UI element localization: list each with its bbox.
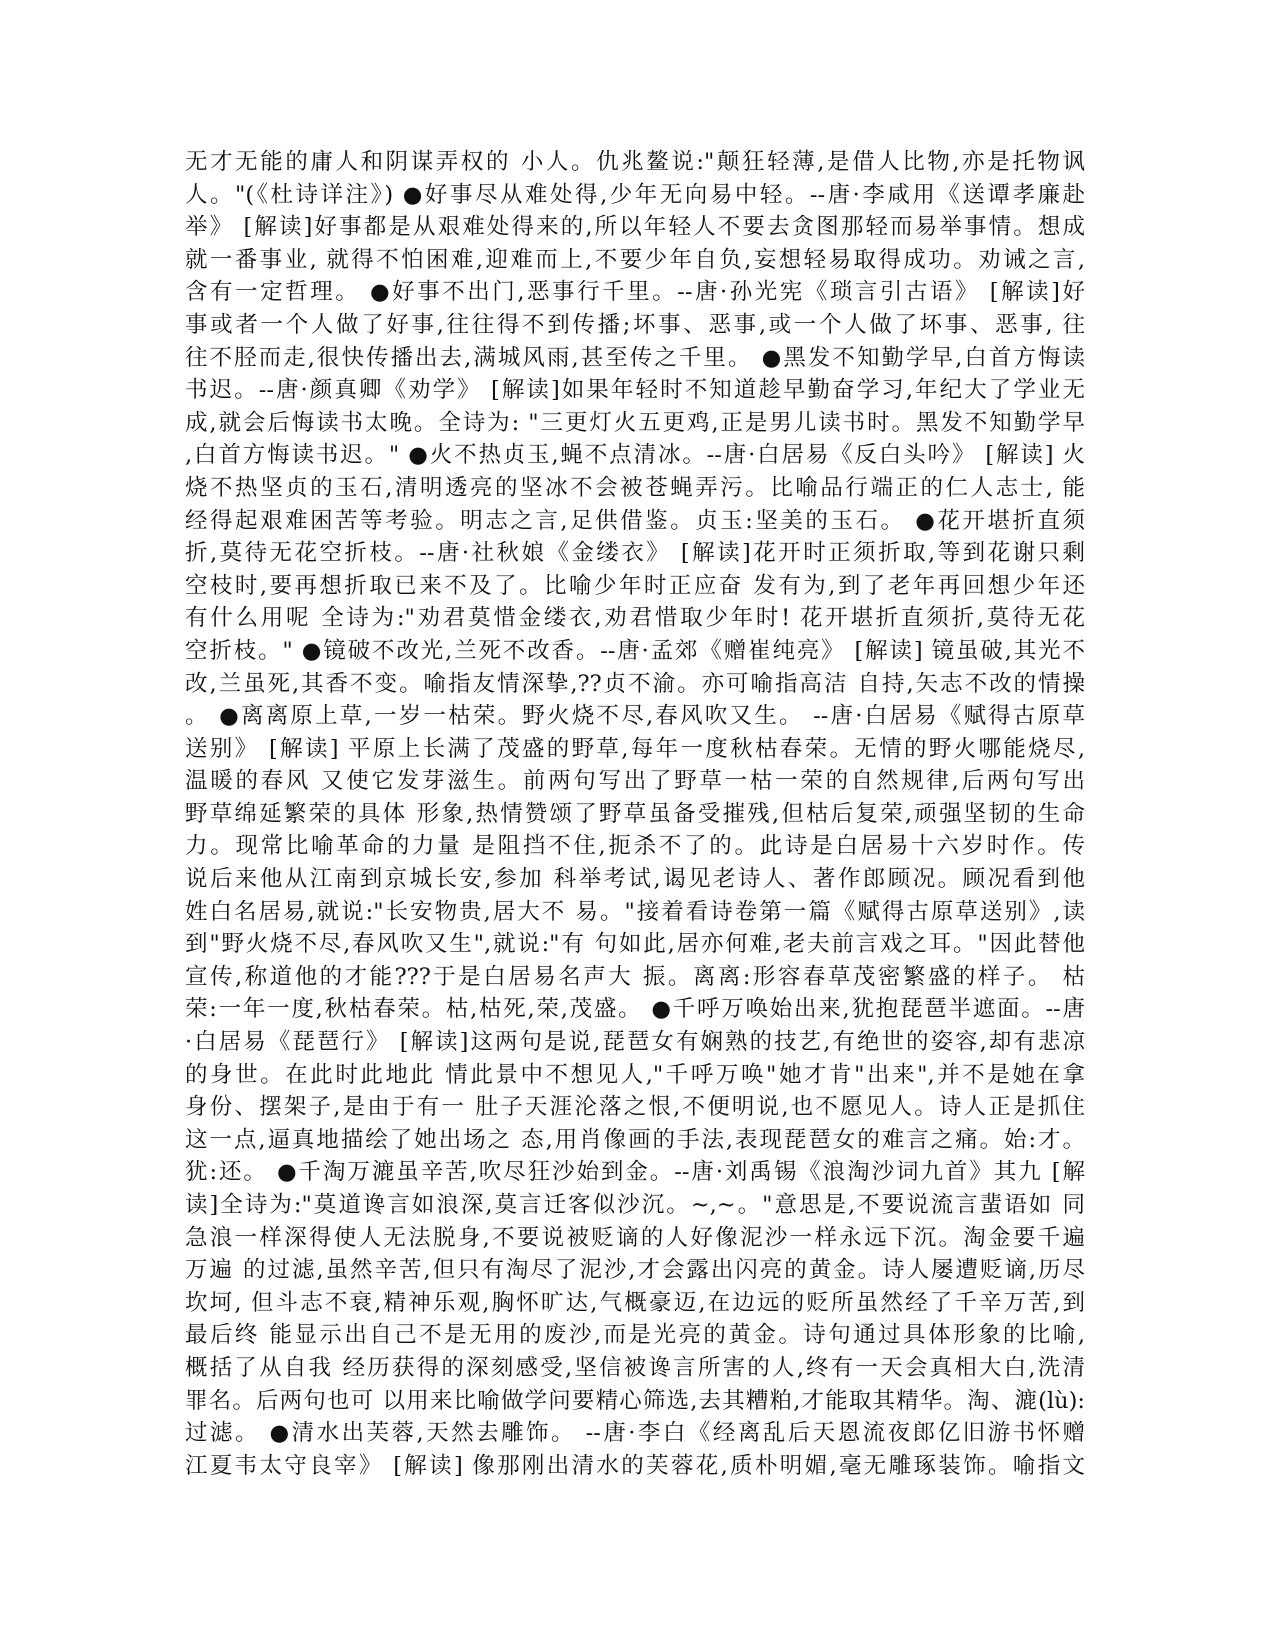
text-line: 坎坷, 但斗志不衰,精神乐观,胸怀旷达,气概豪迈,在边远的贬所虽然经了千辛万苦,到 [185, 1289, 1085, 1316]
text-line: 成,就会后悔读书太晚。全诗为: "三更灯火五更鸡,正是男儿读书时。黑发不知勤学早 [185, 409, 1085, 436]
text-line: 往不胫而走,很快传播出去,满城风雨,甚至传之千里。 ●黑发不知勤学早,白首方悔读 [185, 344, 1085, 371]
text-line: 烧不热坚贞的玉石,清明透亮的坚冰不会被苍蝇弄污。比喻品行端正的仁人志士, 能 [185, 474, 1085, 501]
text-line: ·白居易《琵琶行》 [解读]这两句是说,琵琶女有娴熟的技艺,有绝世的姿容,却有悲凉 [185, 1029, 1085, 1056]
text-line: 宣传,称道他的才能???于是白居易名声大 振。离离:形容春草茂密繁盛的样子。 枯 [185, 963, 1085, 990]
text-line: 书迟。--唐·颜真卿《劝学》 [解读]如果年轻时不知道趁早勤奋学习,年纪大了学业无 [185, 377, 1085, 404]
text-line: 力。现常比喻革命的力量 是阻挡不住,扼杀不了的。此诗是白居易十六岁时作。传 [185, 833, 1085, 860]
text-line: 有什么用呢 全诗为:"劝君莫惜金缕衣,劝君惜取少年时! 花开堪折直须折,莫待无花 [185, 605, 1085, 632]
document-page [185, 146, 1085, 1616]
text-line: 事或者一个人做了好事,往往得不到传播;坏事、恶事,或一个人做了坏事、恶事, 往 [185, 311, 1085, 338]
text-line: 空折枝。" ●镜破不改光,兰死不改香。--唐·孟郊《赠崔纯亮》 [解读] 镜虽破,其光不 [185, 637, 1085, 664]
body-text [185, 146, 1085, 1482]
text-line: 姓白名居易,就说:"长安物贵,居大不 易。"接着看诗卷第一篇《赋得古原草送别》,读 [185, 898, 1085, 925]
text-line: 人。"(《杜诗详注》) ●好事尽从难处得,少年无向易中轻。--唐·李咸用《送谭孝廉赴 [185, 181, 1085, 208]
text-line: 经得起艰难困苦等考验。明志之言,足供借鉴。贞玉:坚美的玉石。 ●花开堪折直须 [185, 507, 1085, 534]
text-line: 野草绵延繁荣的具体 形象,热情赞颂了野草虽备受摧残,但枯后复荣,顽强坚韧的生命 [185, 800, 1085, 827]
text-line: 无才无能的庸人和阴谋弄权的 小人。仇兆鳌说:"颠狂轻薄,是借人比物,亦是托物讽 [185, 149, 1085, 175]
text-line: 犹:还。 ●千淘万漉虽辛苦,吹尽狂沙始到金。--唐·刘禹锡《浪淘沙词九首》其九 [解 [185, 1159, 1085, 1186]
text-line: 空枝时,要再想折取已来不及了。比喻少年时正应奋 发有为,到了老年再回想少年还 [185, 572, 1085, 599]
text-line: 说后来他从江南到京城长安,参加 科举考试,谒见老诗人、著作郎顾况。顾况看到他 [185, 866, 1085, 893]
text-line: 身份、摆架子,是由于有一 肚子天涯沦落之恨,不便明说,也不愿见人。诗人正是抓住 [185, 1094, 1085, 1121]
text-line: 这一点,逼真地描绘了她出场之 态,用肖像画的手法,表现琵琶女的难言之痛。始:才。 [185, 1126, 1085, 1153]
text-line: 含有一定哲理。 ●好事不出门,恶事行千里。--唐·孙光宪《琐言引古语》 [解读]好 [185, 279, 1085, 306]
text-line: 举》 [解读]好事都是从艰难处得来的,所以年轻人不要去贪图那轻而易举事情。想成 [185, 214, 1085, 241]
text-line: 概括了从自我 经历获得的深刻感受,坚信被谗言所害的人,终有一天会真相大白,洗清 [185, 1354, 1085, 1381]
text-line: 江夏韦太守良宰》 [解读] 像那刚出清水的芙蓉花,质朴明媚,毫无雕琢装饰。喻指文 [185, 1452, 1085, 1479]
text-line: 过滤。 ●清水出芙蓉,天然去雕饰。 --唐·李白《经离乱后天恩流夜郎亿旧游书怀赠 [185, 1420, 1085, 1447]
text-line: 的身世。在此时此地此 情此景中不想见人,"千呼万唤"她才肯"出来",并不是她在拿 [185, 1061, 1085, 1088]
text-line: 改,兰虽死,其香不变。喻指友情深挚,??贞不渝。亦可喻指高洁 自持,矢志不改的情操 [185, 670, 1085, 697]
text-line: ,白首方悔读书迟。" ●火不热贞玉,蝇不点清冰。--唐·白居易《反白头吟》 [解读] 火 [185, 442, 1085, 469]
text-line: 就一番事业, 就得不怕困难,迎难而上,不要少年自负,妄想轻易取得成功。劝诫之言, [185, 246, 1085, 273]
text-line: 急浪一样深得使人无法脱身,不要说被贬谪的人好像泥沙一样永远下沉。淘金要千遍 [185, 1224, 1085, 1251]
text-line: 温暖的春风 又使它发芽滋生。前两句写出了野草一枯一荣的自然规律,后两句写出 [185, 768, 1085, 795]
text-line: 折,莫待无花空折枝。--唐·社秋娘《金缕衣》 [解读]花开时正须折取,等到花谢只剩 [185, 540, 1085, 567]
text-line: 到"野火烧不尽,春风吹又生",就说:"有 句如此,居亦何难,老夫前言戏之耳。"因此替他 [185, 931, 1085, 958]
text-line: 最后终 能显示出自己不是无用的废沙,而是光亮的黄金。诗句通过具体形象的比喻, [185, 1322, 1085, 1349]
text-line: 送别》 [解读] 平原上长满了茂盛的野草,每年一度秋枯春荣。无情的野火哪能烧尽, [185, 735, 1085, 762]
text-line: 万遍 的过滤,虽然辛苦,但只有淘尽了泥沙,才会露出闪亮的黄金。诗人屡遭贬谪,历尽 [185, 1257, 1085, 1284]
text-line: 。 ●离离原上草,一岁一枯荣。野火烧不尽,春风吹又生。 --唐·白居易《赋得古原草 [185, 703, 1085, 730]
text-line: 读]全诗为:"莫道谗言如浪深,莫言迁客似沙沉。~,~。"意思是,不要说流言蜚语如 同 [185, 1192, 1085, 1218]
text-line: 罪名。后两句也可 以用来比喻做学问要精心筛选,去其糟粕,才能取其精华。淘、漉(lù): [185, 1387, 1085, 1414]
text-line: 荣:一年一度,秋枯春荣。枯,枯死,荣,茂盛。 ●千呼万唤始出来,犹抱琵琶半遮面。--唐 [185, 996, 1085, 1023]
